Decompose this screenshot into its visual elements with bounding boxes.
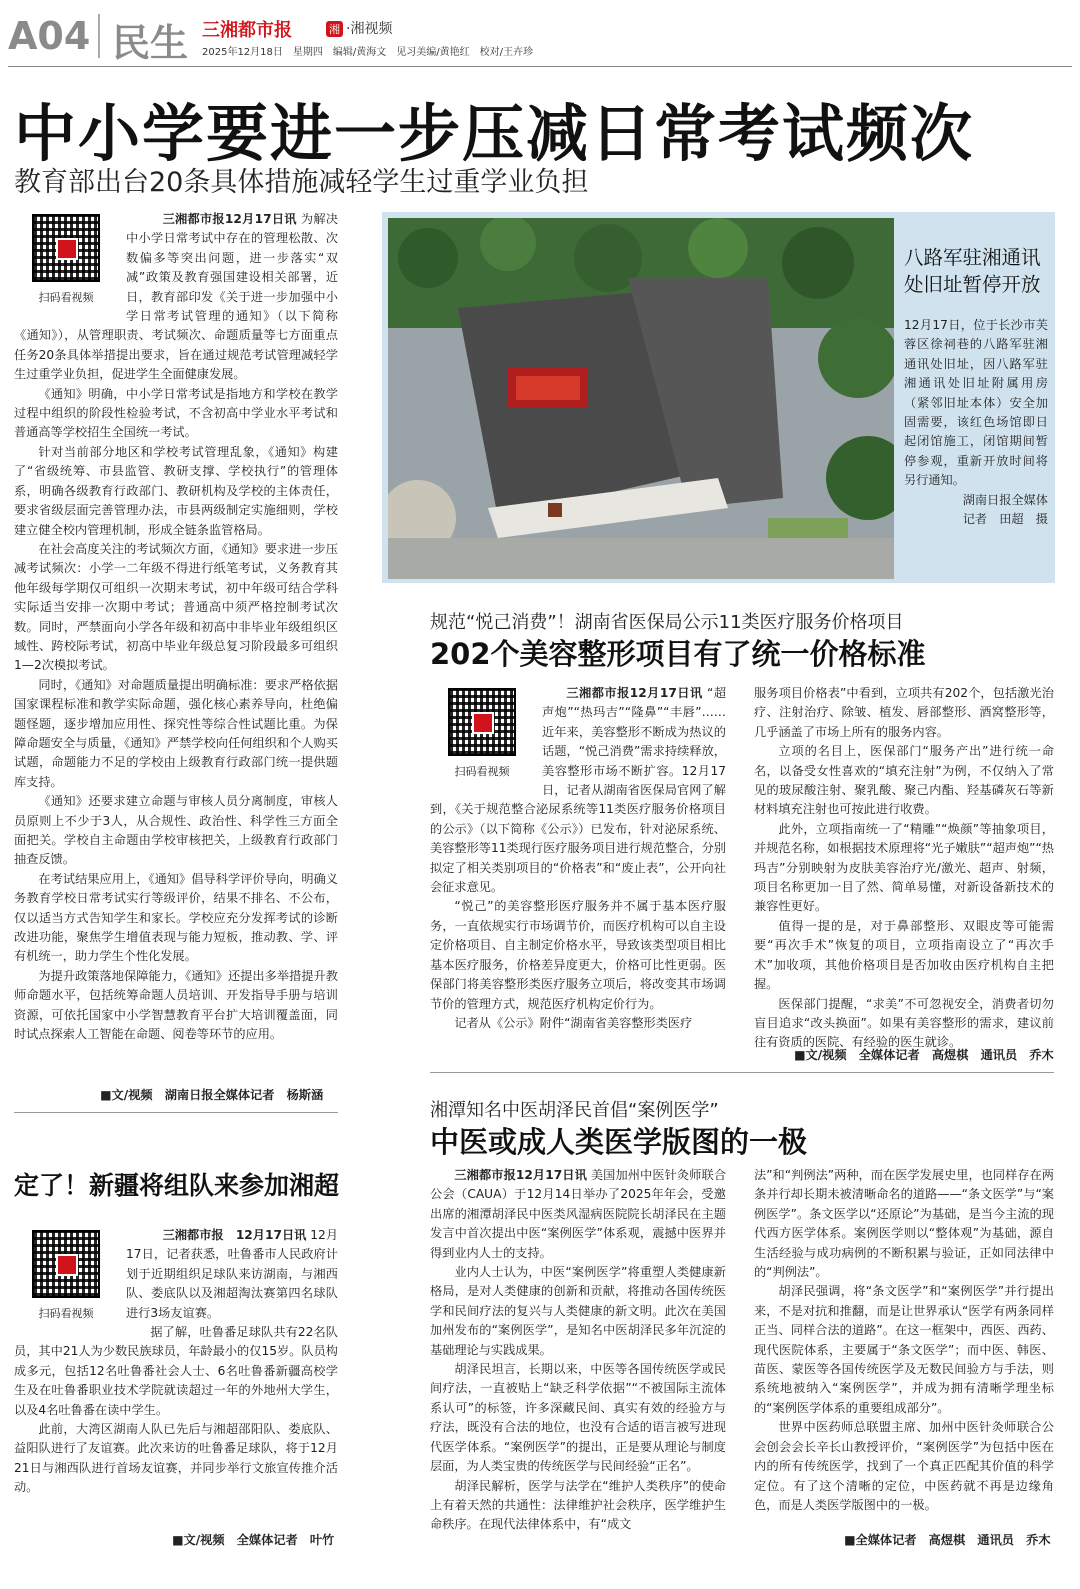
- lead-credit: ■文/视频 湖南日报全媒体记者 杨斯涵: [100, 1088, 324, 1102]
- qr-label: 扫码看视频: [454, 765, 510, 778]
- paragraph: 业内人士认为，中医“案例医学”将重塑人类健康新格局，是对人类健康的创新和贡献，将推动各国传统医学和民间疗法的复兴与人类健康的新文明。此次在美国加州发布的“案例医学”，是知名中医胡泽民多年沉淀的基础理论与实践成果。: [430, 1265, 726, 1357]
- photo-news-body: 12月17日，位于长沙市芙蓉区徐祠巷的八路军驻湘通讯处旧址，因八路军驻湘通讯处旧址附属用房（紧邻旧址本体）安全加固需要，该红色场馆即日起闭馆施工，闭馆期间暂停参观，重新开放时间将另行通知。: [904, 318, 1048, 488]
- photo-news-title: 八路军驻湘通讯处旧址暂停开放: [904, 246, 1041, 296]
- video-logo-icon: 湘: [326, 21, 343, 37]
- aerial-photo-illustration: [388, 218, 894, 579]
- dateline: 三湘都市报12月17日讯: [162, 212, 297, 226]
- tcm-credit: ■全媒体记者 高煜棋 通讯员 乔木: [844, 1533, 1051, 1547]
- paragraph: 立项的名目上，医保部门“服务产出”进行统一命名，以备受女性喜欢的“填充注射”为例，不仅纳入了常见的玻尿酸注射、聚乳酸、聚己内酯、羟基磷灰石等新材料填充注射也可按此进行收费。: [754, 744, 1054, 817]
- beauty-credit: ■文/视频 全媒体记者 高煜棋 通讯员 乔木: [794, 1048, 1054, 1062]
- beauty-kicker: 规范“悦己消费”！湖南省医保局公示11类医疗服务价格项目: [430, 612, 904, 633]
- xinjiang-qr-block[interactable]: [14, 1230, 118, 1323]
- paragraph: 记者从《公示》附件“湖南省美容整形类医疗: [454, 1015, 693, 1030]
- newspaper-brand: 三湘都市报: [202, 20, 292, 41]
- paragraph: 为提升政策落地保障能力，《通知》还提出多举措提升教师命题水平，包括统筹命题人员培训、开发指导手册与培训资源，可依托国家中小学智慧教育平台扩大培训覆盖面，同时试点探索人工智能在命题、阅卷等环节的应用。: [14, 968, 338, 1042]
- paragraph: 在考试结果应用上，《通知》倡导科学评价导向，明确义务教育学校日常考试实行等级评价，结果不排名、不公布，仅以适当方式告知学生和家长。学校应充分发挥考试的诊断改进功能，聚焦学生增值表现与能力短板，推动教、学、评有机统一，助力学生个性化发展。: [14, 871, 338, 964]
- qr-code-icon[interactable]: [32, 214, 100, 282]
- paragraph: 《通知》还要求建立命题与审核人员分离制度，审核人员原则上不少于3人，从合规性、政治性、科学性三方面全面把关。学校自主命题由学校审核把关，上级教育行政部门抽查反馈。: [14, 794, 338, 867]
- paragraph: 胡泽民解析，医学与法学在“维护人类秩序”的使命上有着天然的共通性：法律维护社会秩序，医学维护生命秩序。在现代法律体系中，有“成文: [430, 1478, 726, 1532]
- qr-label: 扫码看视频: [38, 291, 94, 304]
- xinjiang-credit: ■文/视频 全媒体记者 叶竹: [172, 1533, 335, 1547]
- paragraph: 值得一提的是，对于鼻部整形、双眼皮等可能需要“再次手术”恢复的项目，立项指南设立了“再次手术”加收项，其他价格项目是否加收由医疗机构自主把握。: [754, 918, 1054, 992]
- qr-code-icon[interactable]: [448, 688, 516, 756]
- paragraph-text: 为解决中小学日常考试中存在的管理松散、次数偏多等突出问题，进一步落实“双减”政策及教育强国建设相关部署，近日，教育部印发《关于进一步加强中小学日常考试管理的通知》（以下简称《通知》），从管理职责、考试频次、命题质量等七方面重点任务20条具体举措提出要求，旨在通过规范考试管理减轻学生过重学业负担，促进学生全面健康发展。: [14, 212, 339, 382]
- qr-code-icon[interactable]: [32, 1230, 100, 1298]
- lead-qr-block[interactable]: [14, 214, 118, 307]
- beauty-headline: 202个美容整形项目有了统一价格标准: [430, 637, 926, 671]
- xinjiang-article-body: [14, 1226, 338, 1498]
- video-brand: [326, 18, 392, 38]
- paragraph: 据了解，吐鲁番足球队共有22名队员，其中21人为少数民族球员，年龄最小的仅15岁。队员构成多元，包括12名吐鲁番社会人士、6名吐鲁番新疆高校学生及在吐鲁番职业技术学院就读超过一年的外地州大学生，以及4名吐鲁番在读中学生。: [14, 1325, 338, 1417]
- dateline: 三湘都市报12月17日讯: [454, 1168, 587, 1182]
- paragraph: 在社会高度关注的考试频次方面，《通知》要求进一步压减考试频次：小学一二年级不得进行纸笔考试，义务教育其他年级每学期仅可组织一次期末考试，初中年级可结合学科实际适当安排一次期中考试；普通高中须严格控制考试次数。同时，严禁面向小学各年级和初高中非毕业年级组织区域性、跨校际考试，初高中毕业年级总复习阶段最多可组织1—2次模拟考试。: [14, 541, 338, 673]
- tcm-headline: 中医或成人类医学版图的一极: [430, 1125, 808, 1159]
- page-number: A04: [8, 14, 91, 58]
- paragraph: 此外，立项指南统一了“精雕”“焕颜”等抽象项目，并规范名称，如根据技术原理将“光子嫩肤”“超声炮”“热玛吉”分别映射为皮肤美容治疗光/激光、超声、射频，项目名称更加一目了然、简单易懂，对新设备新技术的兼容性更好。: [754, 821, 1054, 914]
- photo-credit-line1: 湖南日报全媒体: [962, 492, 1048, 507]
- section-name: 民生: [112, 21, 189, 65]
- paragraph: 胡泽民强调，将“条文医学”和“案例医学”并行提出来，不是对抗和推翻，而是让世界承认“医学有两条同样正当、同样合法的道路”。在这一框架中，西医、西药、现代医院体系，主要属于“条文医学”；而中医、韩医、苗医、蒙医等各国传统医学及无数民间验方与手法，则系统地被纳入“案例医学”，并成为拥有清晰学理坐标的“案例医学体系的重要组成部分”。: [754, 1284, 1054, 1415]
- paragraph: 法”和“判例法”两种，而在医学发展史里，也同样存在两条并行却长期未被清晰命名的道路——“条文医学”与“案例医学”。条文医学以“还原论”为基础，是当今主流的现代西方医学体系。案例医学则以“整体观”为基础，源自生活经验与成功病例的不断积累与验证，正如同法律中的“判例法”。: [754, 1168, 1054, 1280]
- photo-caption: [904, 244, 1048, 529]
- beauty-article-right: [754, 684, 1054, 1053]
- tcm-first-paragraph: [430, 1166, 726, 1263]
- column-rule: [14, 1112, 338, 1113]
- header-divider: [98, 14, 100, 58]
- lead-subheadline: 教育部出台20条具体措施减轻学生过重学业负担: [14, 167, 589, 198]
- dateline: 三湘都市报 12月17日讯: [162, 1228, 307, 1242]
- lead-headline: 中小学要进一步压减日常考试频次: [14, 97, 975, 170]
- dateline: 三湘都市报12月17日讯: [566, 686, 703, 700]
- header-rule: [8, 66, 1072, 67]
- paragraph-text: 12月17日，记者获悉，吐鲁番市人民政府计划于近期组织足球队来访湖南，与湘西队、娄底队以及湘超淘汰赛第四名球队进行3场友谊赛。: [126, 1228, 339, 1320]
- section-rule: [430, 1072, 1054, 1073]
- paragraph: “悦己”的美容整形医疗服务并不属于基本医疗服务，一直依规实行市场调节价，而医疗机构可以自主设定价格项目、自主制定价格水平，导致该类型项目相比基本医疗服务，价格差异度更大，价格可比性更弱。医保部门将美容整形类医疗服务立项后，将改变其市场调节价的管理方式，规范医疗机构定价行为。: [430, 899, 726, 1011]
- tcm-kicker: 湘潭知名中医胡泽民首倡“案例医学”: [430, 1100, 719, 1121]
- beauty-article-left: [430, 684, 726, 1033]
- paragraph-text: 美国加州中医针灸师联合公会（CAUA）于12月14日举办了2025年年会，受邀出席的湘潭胡泽民中医类风湿病医院院长胡泽民在主题发言中首次提出中医“案例医学”体系观，震撼中医界并得到业内人士的支持。: [430, 1168, 727, 1260]
- paragraph: 针对当前部分地区和学校考试管理乱象，《通知》构建了“省级统筹、市县监管、教研支撑、学校执行”的管理体系，明确各级教育行政部门、教研机构及学校的主体责任，要求省级层面完善管理办法，市县两级制定实施细则，学校建立健全校内管理机制，形成全链条监管格局。: [14, 444, 338, 537]
- paragraph: 服务项目价格表”中看到，立项共有202个，包括激光治疗、注射治疗、除皱、植发、唇部整形、酒窝整形等，几乎涵盖了市场上所有的服务内容。: [754, 686, 1054, 739]
- lead-article-body: [14, 210, 338, 1044]
- paragraph: 同时，《通知》对命题质量提出明确标准：要求严格依据国家课程标准和教学实际命题，强化核心素养导向，杜绝偏题怪题，逐步增加应用性、探究性等综合性试题比重。为保障命题安全与质量，《通知》严禁学校向任何组织和个人购买试题，命题能力不足的学校由上级教育行政部门统一提供题库支持。: [14, 677, 338, 789]
- xinjiang-headline: 定了！新疆将组队来参加湘超: [14, 1171, 340, 1200]
- building-aerial-photo: [388, 218, 894, 579]
- paragraph: 此前，大湾区湖南人队已先后与湘超邵阳队、娄底队、益阳队进行了友谊赛。此次来访的吐鲁番足球队，将于12月21日与湘西队进行首场友谊赛，并同步举行文旅宣传推介活动。: [14, 1422, 338, 1495]
- photo-credit-line2: 记者 田超 摄: [962, 512, 1048, 527]
- qr-label: 扫码看视频: [38, 1307, 94, 1320]
- issue-meta: 2025年12月18日 星期四 编辑/黄海文 见习美编/黄艳红 校对/王卉珍: [202, 47, 534, 58]
- paragraph: 世界中医药师总联盟主席、加州中医针灸师联合公会创会会长辛长山教授评价，“案例医学”为包括中医在内的所有传统医学，找到了一个真正匹配其价值的科学定位。有了这个清晰的定位，中医药就不再是边缘角色，而是人类医学版图中的一极。: [754, 1420, 1054, 1512]
- paragraph: 胡泽民坦言，长期以来，中医等各国传统医学或民间疗法，一直被贴上“缺乏科学依据”“不被国际主流体系认可”的标签，许多深藏民间、真实有效的经验方与疗法，既没有合法的地位，也没有合适的语言被写进现代医学体系。“案例医学”的提出，正是要从理论与制度层面，为人类宝贵的传统医学与民间经验“正名”。: [430, 1362, 726, 1474]
- beauty-qr-block[interactable]: [430, 688, 534, 781]
- tcm-article-left: [430, 1166, 726, 1535]
- video-brand-label: ·湘视频: [346, 21, 393, 37]
- paragraph: 医保部门提醒，“求美”不可忽视安全，消费者切勿盲目追求“改头换面”。如果有美容整形的需求，建议前往有资质的医院、有经验的医生就诊。: [754, 996, 1054, 1050]
- paragraph-text: “超声炮”“热玛吉”“隆鼻”“丰唇”……近年来，美容整形不断成为热议的话题，“悦己消费”需求持续释放，美容整形市场不断扩容。12月17日，记者从湖南省医保局官网了解到，《关于规范整合泌尿系统等11类医疗服务价格项目的公示》（以下简称《公示》）已发布，针对泌尿系统、美容整形等11类现行医疗服务项目进行规范整合，分别拟定了相关类别项目的“价格表”和“废止表”，公开向社会征求意见。: [430, 686, 727, 895]
- paragraph: 《通知》明确，中小学日常考试是指地方和学校在教学过程中组织的阶段性检验考试，不含初高中学业水平考试和普通高等学校招生全国统一考试。: [14, 386, 338, 440]
- tcm-article-right: [754, 1166, 1054, 1515]
